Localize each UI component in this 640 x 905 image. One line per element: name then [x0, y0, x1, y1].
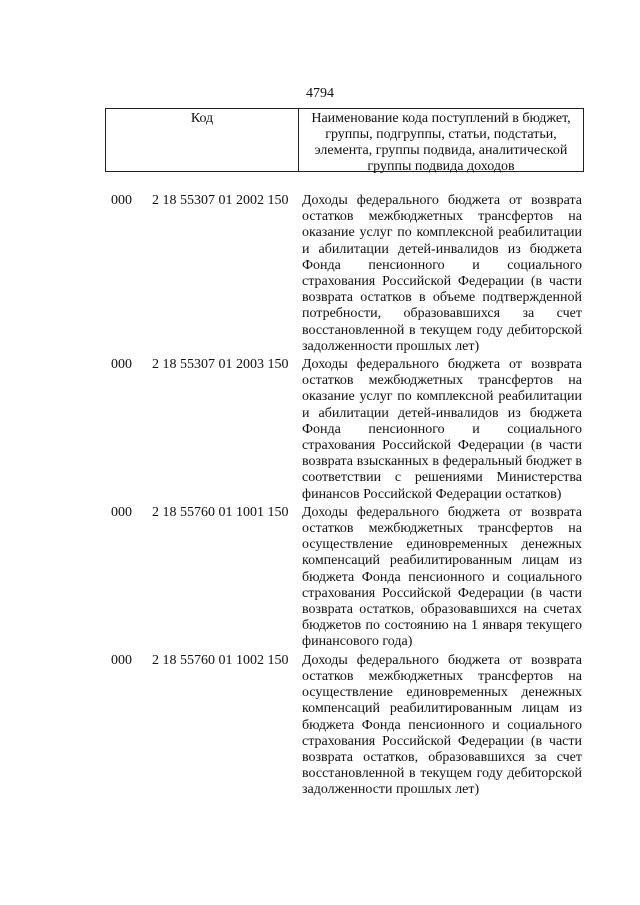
admin-code: 000: [111, 357, 132, 373]
revenue-code: 2 18 55307 01 2002 150: [152, 193, 289, 208]
revenue-code: 2 18 55760 01 1002 150: [152, 652, 289, 668]
admin-code: 000: [111, 193, 132, 208]
table-row: [0, 357, 640, 503]
table-row: [0, 505, 640, 651]
revenue-description: Доходы федерального бюджета от возврата остатков межбюджетных трансфертов на осуществление единовременных денежных компенсаций реабилитированным лицам из бюджета Фонда пенсионного и социального страхования Российской Федерации (в части возврата остатков, образовавшихся за счет восстановленной в текущем году дебиторской задолженности прошлых лет): [302, 652, 582, 798]
revenue-description: Доходы федерального бюджета от возврата остатков межбюджетных трансфертов на оказание услуг по комплексной реабилитации и абилитации детей-инвалидов из бюджета Фонда пенсионного и социального страхования Российской Федерации (в части возврата остатков в объеме подтвержденной потребности, образовавшихся за счет восстановленной в текущем году дебиторской задолженности прошлых лет): [302, 193, 582, 354]
revenue-description: Доходы федерального бюджета от возврата остатков межбюджетных трансфертов на осуществление единовременных денежных компенсаций реабилитированным лицам из бюджета Фонда пенсионного и социального страхования Российской Федерации (в части возврата остатков, образовавшихся на счетах бюджетов по состоянию на 1 января текущего финансового года): [302, 504, 582, 650]
admin-code: 000: [111, 652, 132, 668]
table-header: [105, 108, 584, 172]
revenue-description: Доходы федерального бюджета от возврата остатков межбюджетных трансфертов на оказание услуг по комплексной реабилитации и абилитации детей-инвалидов из бюджета Фонда пенсионного и социального страхования Российской Федерации (в части возврата взысканных в федеральный бюджет в соответствии с решениями Министерства финансов Российской Федерации остатков): [302, 357, 582, 502]
revenue-code-list: [0, 193, 640, 799]
page-number: 4794: [306, 86, 334, 101]
header-name-column: Наименование кода поступлений в бюджет, группы, подгруппы, статьи, подстатьи, элемента, группы подвида, аналитической группы подвида доходов: [311, 111, 571, 174]
admin-code: 000: [111, 504, 132, 520]
table-row: [0, 653, 640, 799]
table-row: [0, 193, 640, 355]
header-code-column: Код: [106, 109, 299, 171]
revenue-code: 2 18 55307 01 2003 150: [152, 357, 289, 373]
revenue-code: 2 18 55760 01 1001 150: [152, 504, 289, 520]
